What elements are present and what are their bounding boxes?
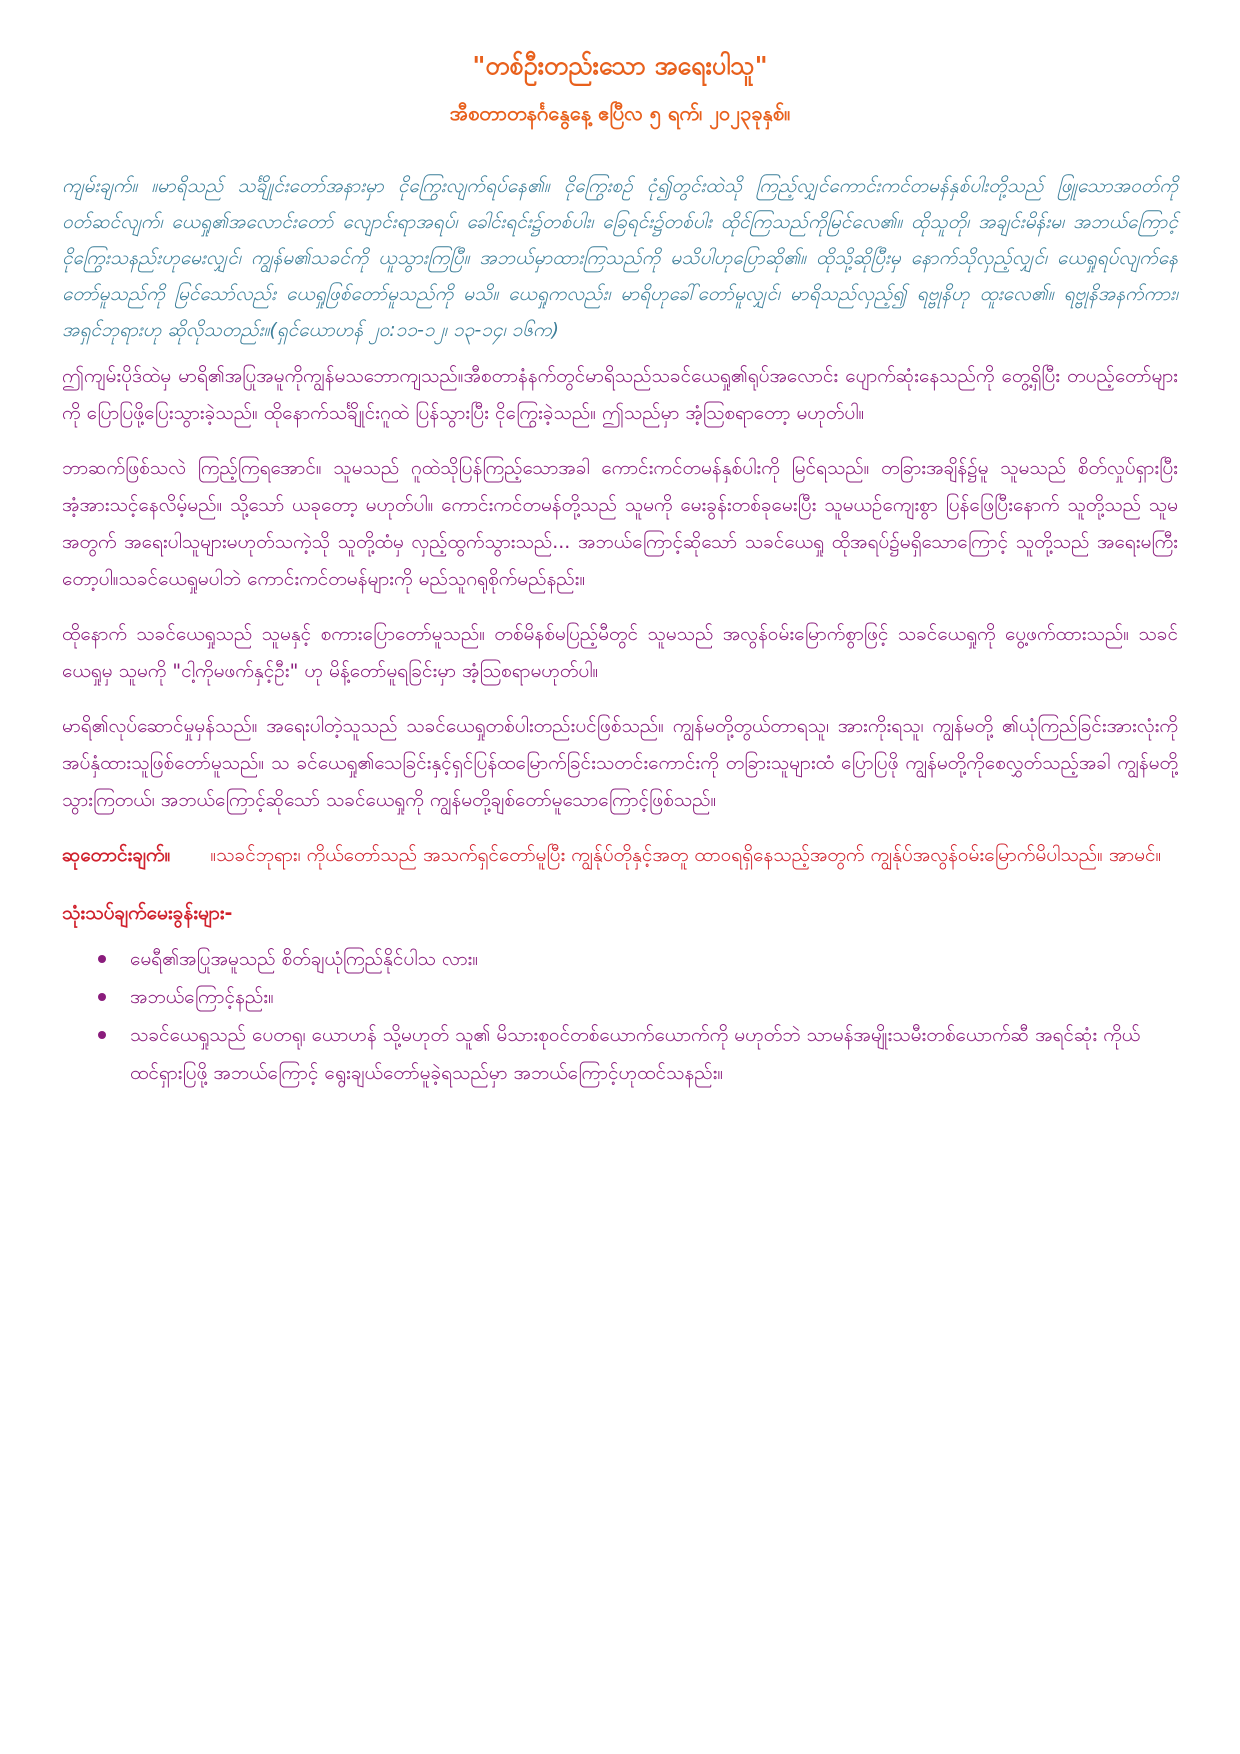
body-paragraph-3: ထိုနောက် သခင်ယေရှုသည် သူမနှင့် စကားပြောတော်မူသည်။ တစ်မိနစ်မပြည့်မီတွင် သူမသည် အလွန်ဝမ်းမြောက်စွာဖြင့် သခင်ယေရှုကို ပွေ့ဖက်ထားသည်။ သခင်ယေရှုမှ သူမကို "ငါ့ကိုမဖက်နှင့်ဦး" ဟု မိန့်တော်မူရခြင်းမှာ အံ့သြစရာမဟုတ်ပါ။	[62, 623, 1178, 682]
scripture-verse: ကျမ်းချက်။ ။မာရိသည် သင်္ချိုင်းတော်အနားမှာ ငိုကြွေးလျက်ရပ်နေ၏။ ငိုကြွေးစဉ် ငုံ၍တွင်းထဲသို ကြည့်လျှင်ကောင်းကင်တမန်နှစ်ပါးတို့သည် ဖြူသောအဝတ်ကိုဝတ်ဆင်လျက်၊ ယေရှု၏အလောင်းတော် လျောင်းရာအရပ်၊ ခေါင်းရင်း၌တစ်ပါး၊ ခြေရင်း၌တစ်ပါး ထိုင်ကြသည်ကိုမြင်လေ၏။ ထိုသူတို၊ အချင်းမိန်းမ၊ အဘယ်ကြောင့် ငိုကြွေးသနည်းဟုမေးလျှင်၊ ကျွန်မ၏သခင်ကို ယူသွားကြပြီ။ အဘယ်မှာထားကြသည်ကို မသိပါဟုပြောဆို၏။ ထိုသို့ဆိုပြီးမှ နောက်သိုလှည့်လျှင်၊ ယေရှုရပ်လျက်နေတော်မူသည်ကို မြင်သော်လည်း ယေရှုဖြစ်တော်မူသည်ကို မသိ။ ယေရှုကလည်း၊ မာရိဟုခေါ်တော်မူလျှင်၊ မာရိသည်လှည့်၍ ရဗ္ဗုနိဟု ထူးလေ၏။ ရဗ္ဗုနိအနက်ကား၊ အရှင်ဘုရားဟု ဆိုလိုသတည်း။(ရှင်ယောဟန် ၂၀:၁၁-၁၂၊ ၁၃-၁၄၊ ၁၆က)	[62, 175, 1178, 341]
question-text: မေရီ၏အပြုအမူသည် စိတ်ချယုံကြည်နိုင်ပါသ လား။	[130, 948, 479, 970]
question-item	[98, 978, 1178, 1016]
prayer-section	[62, 837, 1178, 874]
body-paragraph-1: ဤကျမ်းပိုဒ်ထဲမှ မာရိ၏အပြုအမူကိုကျွန်မသဘောကျသည်။အီစတာနံနက်တွင်မာရိသည်သခင်ယေရှု၏ရုပ်အလောင်း ပျောက်ဆုံးနေသည်ကို တွေ့ရှိပြီး တပည့်တော်များကို ပြောပြဖို့ပြေးသွားခဲ့သည်။ ထိုနောက်သင်္ချိုင်းဂူထဲ ပြန်သွားပြီး ငိုကြွေးခဲ့သည်။ ဤသည်မှာ အံ့သြစရာတော့ မဟုတ်ပါ။	[62, 365, 1178, 424]
body-paragraph-2: ဘာဆက်ဖြစ်သလဲ ကြည့်ကြရအောင်။ သူမသည် ဂူထဲသိုပြန်ကြည့်သောအခါ ကောင်းကင်တမန်နှစ်ပါးကို မြင်ရသည်။ တခြားအချိန်၌မူ သူမသည် စိတ်လှုပ်ရှားပြီး အံ့အားသင့်နေလိမ့်မည်။ သို့သော် ယခုတော့ မဟုတ်ပါ။ ကောင်းကင်တမန်တို့သည် သူမကို မေးခွန်းတစ်ခုမေးပြီး သူမယဉ်ကျေးစွာ ပြန်ဖြေပြီးနောက် သူတို့သည် သူမအတွက် အရေးပါသူများမဟုတ်သကဲ့သို သူတို့ထံမှ လှည့်ထွက်သွားသည်... အဘယ်ကြောင့်ဆိုသော် သခင်ယေရှု ထိုအရပ်၌မရှိသောကြောင့် သူတို့သည် အရေးမကြီးတော့ပါ။သခင်ယေရှုမပါဘဲ ကောင်းကင်တမန်များကို မည်သူဂရုစိုက်မည်နည်း။	[62, 457, 1178, 590]
document-title: "တစ်ဦးတည်းသော အရေးပါသူ"	[472, 51, 768, 80]
prayer-text: ။သခင်ဘုရား၊ ကိုယ်တော်သည် အသက်ရှင်တော်မူပြီး ကျွန်ုပ်တိုနှင့်အတူ ထာဝရရှိနေသည့်အတွက် ကျွန်ုပ်အလွန်ဝမ်းမြောက်မိပါသည်။ အာမင်။	[210, 844, 1162, 866]
questions-list	[62, 940, 1178, 1092]
bullet-icon	[98, 1031, 106, 1039]
question-item	[98, 940, 1178, 978]
question-text: အဘယ်ကြောင့်နည်း။	[130, 986, 274, 1008]
question-text: သခင်ယေရှုသည် ပေတရု၊ ယောဟန် သို့မဟုတ် သူ၏ မိသားစုဝင်တစ်ယောက်ယောက်ကို မဟုတ်ဘဲ သာမန်အမျိုးသမီးတစ်ယောက်ဆီ အရင်ဆုံး ကိုယ်ထင်ရှားပြဖို့ အဘယ်ကြောင့် ရွေးချယ်တော်မူခဲ့ရသည်မှာ အဘယ်ကြောင့်ဟုထင်သနည်း။	[130, 1024, 1141, 1084]
body-paragraph-4: မာရိ၏လုပ်ဆောင်မှုမှန်သည်။ အရေးပါတဲ့သူသည် သခင်ယေရှုတစ်ပါးတည်းပင်ဖြစ်သည်။ ကျွန်မတို့တွယ်တာရသူ၊ အားကိုးရသူ၊ ကျွန်မတို့ ၏ယုံကြည်ခြင်းအားလုံးကို အပ်နှံထားသူဖြစ်တော်မူသည်။ သ ခင်ယေရှု၏သေခြင်းနှင့်ရှင်ပြန်ထမြောက်ခြင်းသတင်းကောင်းကို တခြားသူများထံ ပြောပြဖို ကျွန်မတို့ကိုစေလွှတ်သည့်အခါ ကျွန်မတို့သွားကြတယ်၊ အဘယ်ကြောင့်ဆိုသော် သခင်ယေရှုကို ကျွန်မတို့ချစ်တော်မူသောကြောင့်ဖြစ်သည်။	[62, 715, 1178, 811]
document-subtitle: အီစတာတနင်္ဂနွေနေ့ ဧပြီလ ၅ ရက်၊ ၂၀၂၃ခုနှစ်။	[449, 101, 791, 125]
bullet-icon	[98, 993, 106, 1001]
prayer-label: ဆုတောင်းချက်။	[62, 844, 171, 866]
bullet-icon	[98, 955, 106, 963]
question-item	[98, 1016, 1178, 1092]
questions-heading: သုံးသပ်ချက်မေးခွန်းများ-	[62, 902, 233, 924]
